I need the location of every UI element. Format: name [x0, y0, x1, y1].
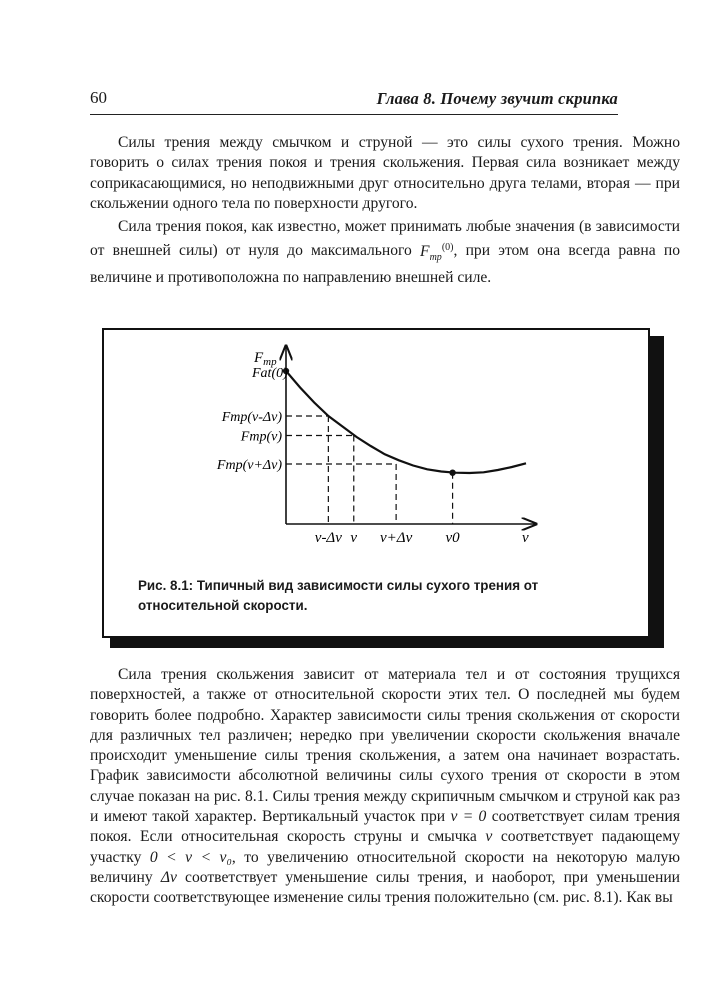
y-tick-label: Fтр(v+Δv) [216, 458, 282, 473]
x-tick-label: v+Δv [379, 530, 413, 546]
paragraph-2 [90, 217, 680, 288]
y-tick-label: Fтр(v-Δv) [221, 410, 282, 425]
bottom-text-block [90, 665, 680, 909]
top-text-block [90, 133, 680, 288]
x-tick-label: v-Δv [314, 530, 342, 546]
paragraph-3: Сила трения скольжения зависит от материала тел и от состояния трущихся поверхностей, а также от относительной скорости этих тел. О последней мы будем говорить более подробно. Характер зависимости силы трения скольжения от скорости для различных тел различен; нередко при увеличении скорости скольжения вначале происходит уменьшение силы трения скольжения, а затем она начинает возрастать. График зависимости абсолютной величины силы сухого трения от скорости в этом случае показан на рис. 8.1. Силы трения между скрипичным смычком и струной как раз и имеют такой характер. Вертикальный участок при v = 0 соответствует силам трения покоя. Если относительная скорость струны и смычка v соответствует падающему участку 0 < v < v₀, то увеличению относительной скорости на некоторую малую величину Δv соответствует уменьшение силы трения, и наоборот, при уменьшении скорости соответствующее изменение силы трения положительно (см. рис. 8.1). Как вы [90, 666, 681, 907]
paragraph-2-end: , при этом она всегда равна по величине и противоположна по направлению внешней силе. [90, 242, 680, 287]
running-title: Глава 8. Почему звучит скрипка [376, 89, 618, 108]
paragraph-2-start: Сила трения покоя, как известно, может принимать любые значения (в зависимости от внешней силы) от нуля до максимального [90, 218, 680, 260]
max-friction-formula: $F_{тр}^{(0)}$ [420, 241, 454, 263]
x-axis-label: v [522, 530, 529, 546]
x-tick-label: v [350, 530, 358, 546]
figure-box [102, 328, 650, 638]
y-tick-label: Fat(0) [252, 366, 288, 381]
y-tick-label: Fтр(v) [240, 429, 282, 445]
figure-caption: Рис. 8.1: Типичный вид зависимости силы сухого трения от относительной скорости. [138, 578, 539, 613]
page-header [90, 88, 618, 115]
x-tick-label: v0 [445, 530, 460, 546]
friction-curve [286, 371, 526, 473]
paragraph-1: Силы трения между смычком и струной — это силы сухого трения. Можно говорить о силах трения покоя и трения скольжения. Первая сила возникает между соприкасающимися, но неподвижными друг относительно друга телами, вторая — при скольжении одного тела по поверхности другого. [90, 134, 680, 212]
y-axis-label: $F_{тр}$ [254, 350, 277, 368]
page-number: 60 [90, 88, 107, 107]
